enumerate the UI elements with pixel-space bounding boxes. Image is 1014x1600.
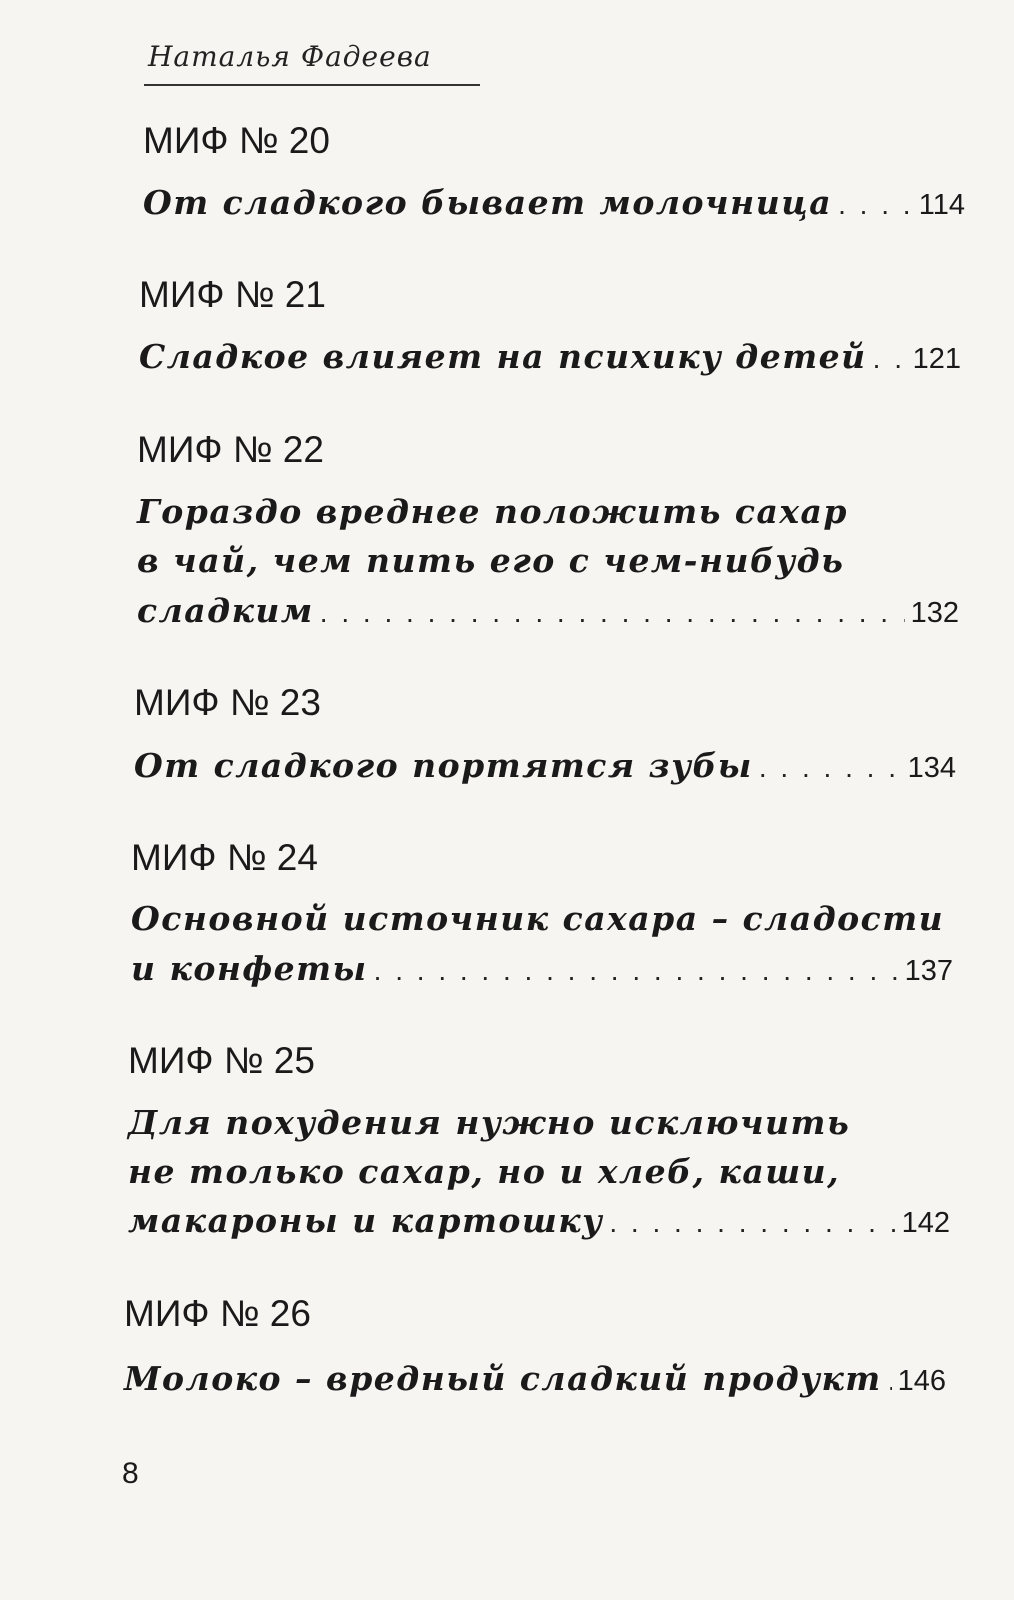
toc-entry-title-line: в чай, чем пить его с чем-нибудь	[137, 541, 845, 580]
dot-leader	[873, 343, 907, 375]
toc-entry-title: Молоко – вредный сладкий продукт	[124, 1359, 882, 1398]
running-head: Наталья Фадеева	[148, 40, 432, 73]
toc-entry-number: МИФ № 21	[139, 274, 326, 315]
dot-leader	[320, 597, 905, 629]
toc-entry-page: 142	[901, 1207, 950, 1239]
toc-entry-title: От сладкого бывает молочница	[143, 183, 833, 222]
toc-entry-title-line: не только сахар, но и хлеб, каши,	[128, 1152, 841, 1191]
toc-entry-line[interactable]	[131, 949, 953, 988]
toc-entry-title-line: Основной источник сахара – сладости	[131, 899, 945, 938]
toc-entry-line[interactable]	[139, 337, 961, 376]
toc-entry-line[interactable]	[128, 1201, 950, 1240]
toc-entry-title: и конфеты	[131, 949, 368, 988]
toc-entry-number: МИФ № 20	[143, 120, 330, 161]
toc-entry-page: 137	[904, 955, 953, 987]
dot-leader	[759, 752, 902, 784]
dot-leader	[374, 955, 899, 987]
toc-entry-page: 134	[907, 752, 956, 784]
toc-entry-page: 121	[912, 343, 961, 375]
toc-entry-number: МИФ № 23	[134, 682, 321, 723]
toc-entry-title: Сладкое влияет на психику детей	[139, 337, 867, 376]
toc-entry-title-line: Гораздо вреднее положить сахар	[137, 492, 849, 531]
toc-entry-line[interactable]	[137, 591, 959, 630]
page-number: 8	[122, 1457, 139, 1490]
toc-entry-page: 146	[897, 1365, 946, 1397]
toc-entry-line[interactable]	[143, 183, 965, 222]
toc-entry-number: МИФ № 26	[124, 1293, 311, 1334]
toc-entry-title: От сладкого портятся зубы	[134, 746, 753, 785]
dot-leader	[609, 1207, 895, 1239]
toc-entry-title: сладким	[137, 591, 314, 630]
dot-leader	[838, 189, 913, 221]
toc-entry-number: МИФ № 24	[131, 837, 318, 878]
toc-entry-page: 132	[910, 597, 959, 629]
toc-entry-page: 114	[918, 189, 965, 221]
toc-entry-number: МИФ № 25	[128, 1040, 315, 1081]
toc-entry-title: макароны и картошку	[128, 1201, 604, 1240]
toc-entry-number: МИФ № 22	[137, 429, 324, 470]
dot-leader	[888, 1365, 892, 1397]
toc-entry-line[interactable]	[124, 1359, 946, 1398]
toc-entry-title-line: Для похудения нужно исключить	[128, 1103, 851, 1142]
toc-entry-line[interactable]	[134, 746, 956, 785]
